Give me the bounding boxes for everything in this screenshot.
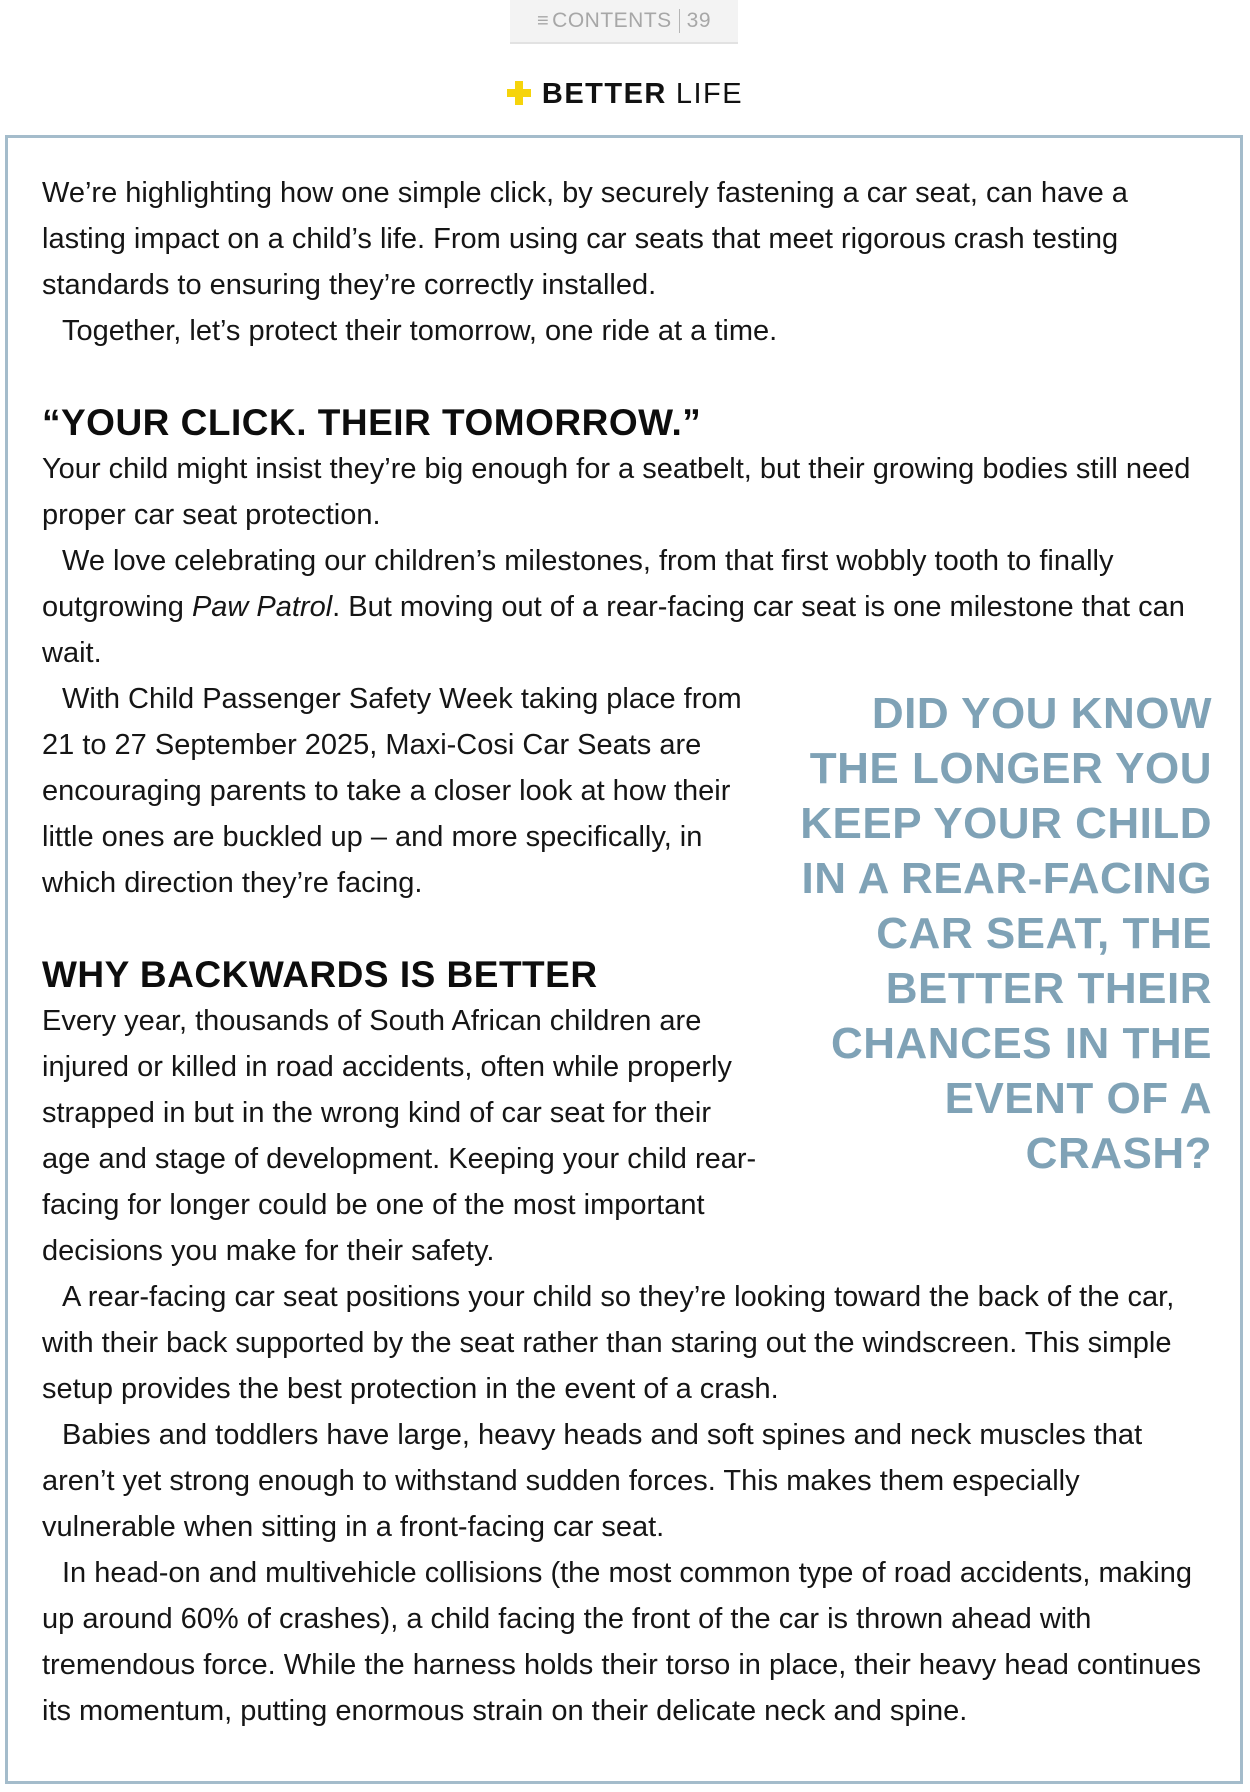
italic-title: Paw Patrol [191, 591, 333, 623]
page-number: 39 [686, 9, 712, 32]
divider [679, 9, 680, 33]
body-paragraph [42, 538, 1212, 676]
body-paragraph: A rear-facing car seat positions your child so they’re looking toward the back of the car, with their back supported by the seat rather than staring out the windscreen. This simple setup provides the best protection in the event of a crash. [42, 1281, 1175, 1405]
heading-why-backwards: WHY BACKWARDS IS BETTER [42, 954, 598, 995]
body-paragraph: With Child Passenger Safety Week taking place from 21 to 27 September 2025, Maxi-Cosi Car Seats are encouraging parents to take a closer look at how their little ones are buckled up – and more specifically, in which direction they’re facing. [42, 683, 742, 899]
intro-paragraph-2: Together, let’s protect their tomorrow, one ride at a time. [62, 315, 778, 347]
text-run: We love celebrating our children’s milestones, from that first wobbly tooth to finally outgrowing [42, 545, 1114, 623]
body-paragraph: Babies and toddlers have large, heavy heads and soft spines and neck muscles that aren’t yet strong enough to withstand sudden forces. This makes them especially vulnerable when sitting in a front-facing car seat. [42, 1419, 1143, 1543]
body-paragraph: Every year, thousands of South African children are injured or killed in road accidents, often while properly strapped in but in the wrong kind of car seat for their age and stage of development. Keeping your child rear-facing for longer could be one of the most important decisions you make for their safety. [42, 1005, 757, 1267]
heading-your-click: “YOUR CLICK. THEIR TOMORROW.” [42, 402, 702, 443]
contents-label[interactable]: CONTENTS [552, 9, 672, 32]
section-title-bold: BETTER [541, 77, 667, 110]
menu-icon: ≡ [536, 9, 550, 32]
text-run: . But moving out of a rear-facing car seat is one milestone that can wait. [42, 591, 1185, 669]
pull-quote: DID YOU KNOW THE LONGER YOU KEEP YOUR CHILD IN A REAR-FACING CAR SEAT, THE BETTER THEIR CHANCES IN THE EVENT OF A CRASH? [800, 689, 1212, 1178]
intro-paragraph: We’re highlighting how one simple click, by securely fastening a car seat, can have a lasting impact on a child’s life. From using car seats that meet rigorous crash testing standards to ensuring they’re correctly installed. [42, 177, 1128, 301]
plus-cross-icon [507, 81, 531, 105]
article-body [42, 170, 1212, 1734]
body-paragraph: In head-on and multivehicle collisions (the most common type of road accidents, making up around 60% of crashes), a child facing the front of the car is thrown ahead with tremendous force. While the harness holds their torso in place, their heavy head continues its momentum, putting enormous strain on their delicate neck and spine. [42, 1557, 1202, 1727]
section-title-light: LIFE [675, 77, 744, 110]
body-paragraph: Your child might insist they’re big enough for a seatbelt, but their growing bodies still need proper car seat protection. [42, 453, 1191, 531]
section-header [0, 74, 1250, 114]
contents-tab[interactable] [510, 0, 738, 44]
